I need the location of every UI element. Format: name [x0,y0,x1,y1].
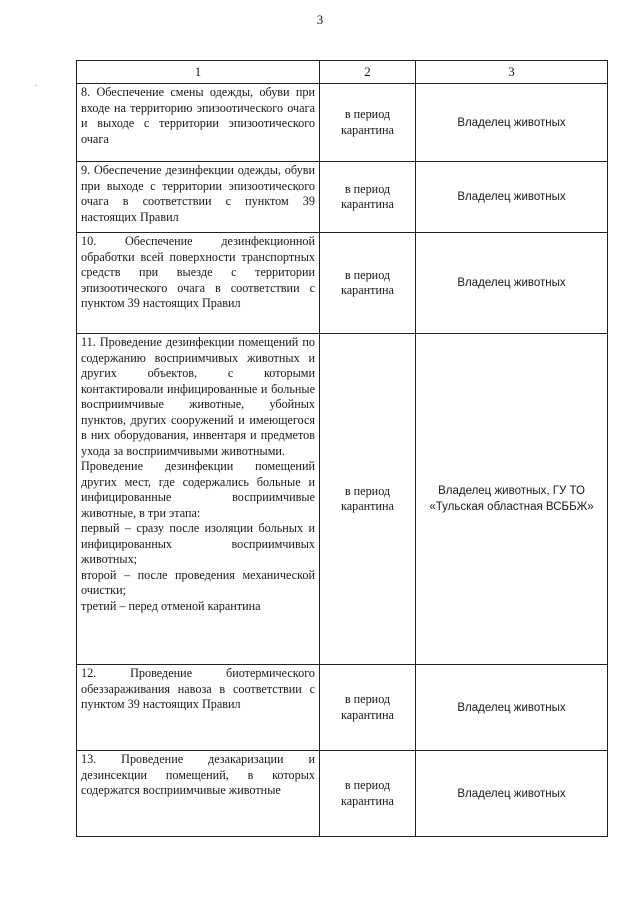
measure-text: 11. Проведение дезинфекции помещений по содержанию восприимчивых животных и других объектов, с которыми контактировали инфицированные и больные восприимчивые животные, убойных пунктов, других сооружений и имеющегося в них оборудования, инвентаря и предметов ухода за восприимчивыми животными. [81,335,315,458]
responsible-cell: Владелец животных [416,233,608,334]
column-header-1: 1 [77,61,320,84]
measure-cell [77,162,320,233]
measures-table [76,60,608,837]
measure-text: третий – перед отменой карантина [81,598,261,613]
measure-text: 13. Проведение дезакаризации и дезинсекции помещений, в которых содержатся восприимчивые животные [81,752,315,797]
measure-text: 10. Обеспечение дезинфекционной обработки всей поверхности транспортных средств при выезде с территории эпизоотического очага в соответствии с пунктом 39 настоящих Правил [81,234,315,310]
table-row-8 [77,84,608,162]
table-row-11 [77,334,608,665]
measure-cell [77,233,320,334]
margin-mark: . [35,78,38,89]
table-header-row [77,61,608,84]
measure-text: 8. Обеспечение смены одежды, обуви при входе на территорию эпизоотического очага и выходе с территории эпизоотического очага [81,85,315,146]
measure-cell [77,84,320,162]
responsible-cell: Владелец животных [416,751,608,837]
period-cell: в период карантина [320,233,416,334]
column-header-3: 3 [416,61,608,84]
measure-text: Проведение дезинфекции помещений других мест, где содержались больные и инфицированные восприимчивые животные, в три этапа: [81,459,315,520]
period-cell: в период карантина [320,162,416,233]
table-row-10 [77,233,608,334]
measure-cell [77,751,320,837]
measure-text: 9. Обеспечение дезинфекции одежды, обуви при выходе с территории эпизоотического очага в соответствии с пунктом 39 настоящих Правил [81,163,315,224]
period-cell: в период карантина [320,84,416,162]
period-cell: в период карантина [320,665,416,751]
column-header-2: 2 [320,61,416,84]
measure-text: второй – после проведения механической очистки; [81,567,315,597]
table-row-9 [77,162,608,233]
table-row-12 [77,665,608,751]
table-row-13 [77,751,608,837]
measure-text: первый – сразу после изоляции больных и инфицированных восприимчивых животных; [81,521,315,566]
period-cell: в период карантина [320,334,416,665]
measure-cell [77,665,320,751]
responsible-cell: Владелец животных [416,162,608,233]
responsible-cell: Владелец животных [416,84,608,162]
responsible-cell: Владелец животных, ГУ ТО «Тульская областная ВСББЖ» [416,334,608,665]
responsible-cell: Владелец животных [416,665,608,751]
page-number: 3 [316,12,324,27]
measure-cell [77,334,320,665]
measure-text: 12. Проведение биотермического обеззараживания навоза в соответствии с пунктом 39 настоящих Правил [81,666,315,711]
period-cell: в период карантина [320,751,416,837]
